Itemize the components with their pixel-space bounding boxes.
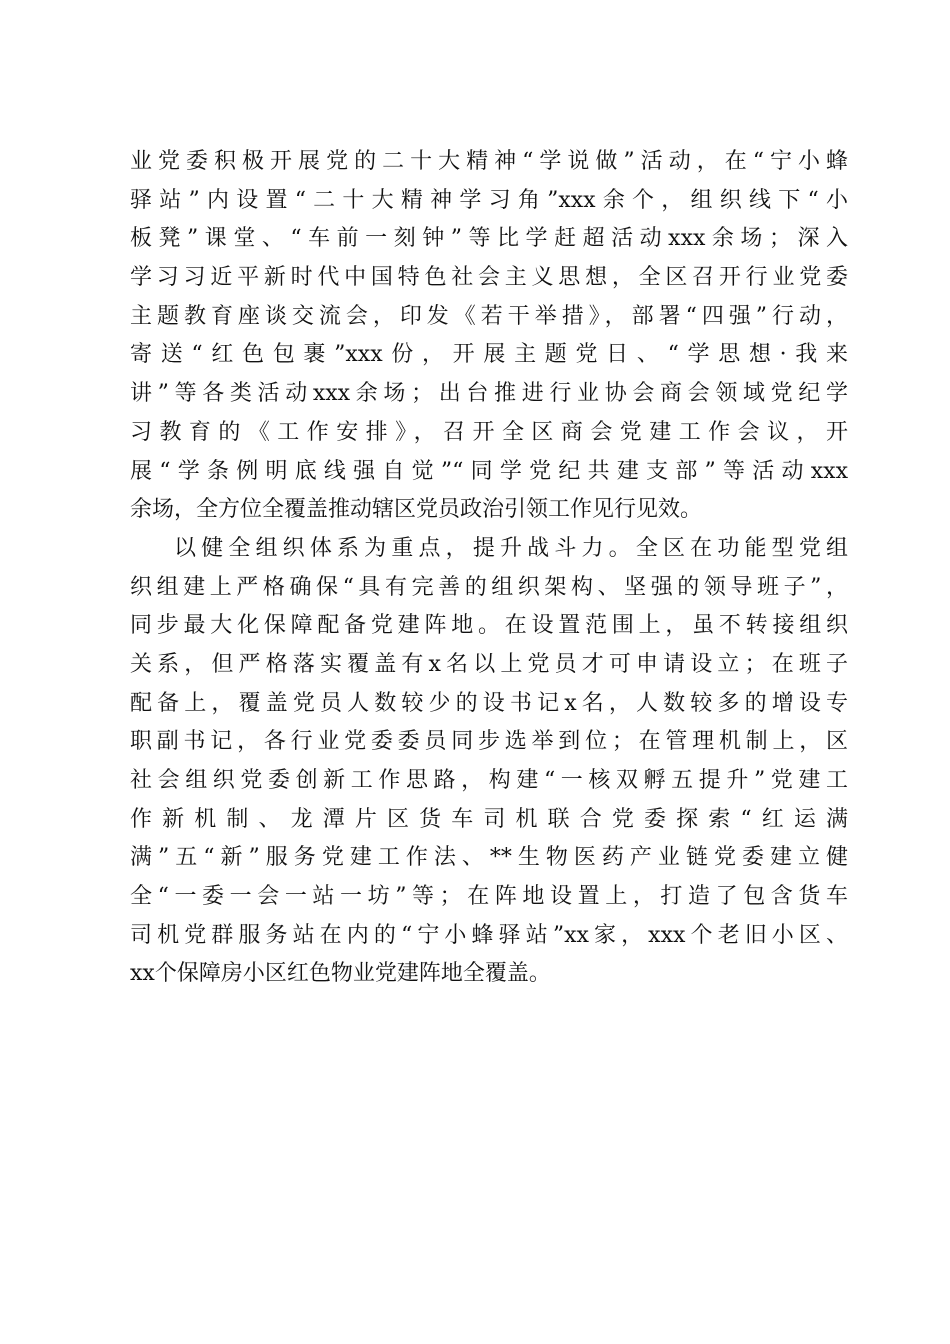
text-line: 习教育的《工作安排》，召开全区商会党建工作会议，开 bbox=[130, 419, 848, 445]
text-line: 全“一委一会一站一坊”等；在阵地设置上，打造了包含货车 bbox=[130, 884, 848, 910]
text-line: 业党委积极开展党的二十大精神“学说做”活动，在“宁小蜂 bbox=[130, 149, 848, 174]
text-line: xx个保障房小区红色物业党建阵地全覆盖。 bbox=[130, 961, 551, 987]
text-line: 职副书记，各行业党委委员同步选举到位；在管理机制上，区 bbox=[130, 729, 848, 755]
text-line: 司机党群服务站在内的“宁小蜂驿站”xx家，xxx个老旧小区、 bbox=[130, 922, 848, 948]
text-line: 讲”等各类活动xxx余场；出台推进行业协会商会领域党纪学 bbox=[130, 381, 848, 407]
text-line: 寄送“红色包裹”xxx份，开展主题党日、“学思想·我来 bbox=[130, 342, 848, 368]
document-body bbox=[130, 143, 848, 994]
text-line: 织组建上严格确保“具有完善的组织架构、坚强的领导班子”， bbox=[130, 574, 848, 600]
text-line: 满”五“新”服务党建工作法、**生物医药产业链党委建立健 bbox=[130, 845, 848, 871]
paragraph-1 bbox=[130, 143, 848, 530]
text-line: 学习习近平新时代中国特色社会主义思想，全区召开行业党委 bbox=[130, 265, 848, 291]
text-line: 展“学条例明底线强自觉”“同学党纪共建支部”等活动xxx bbox=[130, 458, 848, 484]
paragraph-2 bbox=[130, 530, 848, 994]
text-line: 以健全组织体系为重点，提升战斗力。全区在功能型党组 bbox=[174, 535, 848, 561]
text-line: 同步最大化保障配备党建阵地。在设置范围上，虽不转接组织 bbox=[130, 613, 848, 639]
text-line: 板凳”课堂、“车前一刻钟”等比学赶超活动xxx余场；深入 bbox=[130, 226, 848, 252]
text-line: 配备上，覆盖党员人数较少的设书记x名，人数较多的增设专 bbox=[130, 690, 848, 716]
text-line: 关系，但严格落实覆盖有x名以上党员才可申请设立；在班子 bbox=[130, 651, 848, 677]
text-line: 社会组织党委创新工作思路，构建“一核双孵五提升”党建工 bbox=[130, 768, 848, 793]
text-line: 余场，全方位全覆盖推动辖区党员政治引领工作见行见效。 bbox=[130, 497, 703, 523]
text-line: 作新机制、龙潭片区货车司机联合党委探索“红运满 bbox=[130, 806, 848, 832]
text-line: 驿站”内设置“二十大精神学习角”xxx余个，组织线下“小 bbox=[130, 187, 848, 213]
text-line: 主题教育座谈交流会，印发《若干举措》，部署“四强”行动， bbox=[130, 303, 848, 329]
